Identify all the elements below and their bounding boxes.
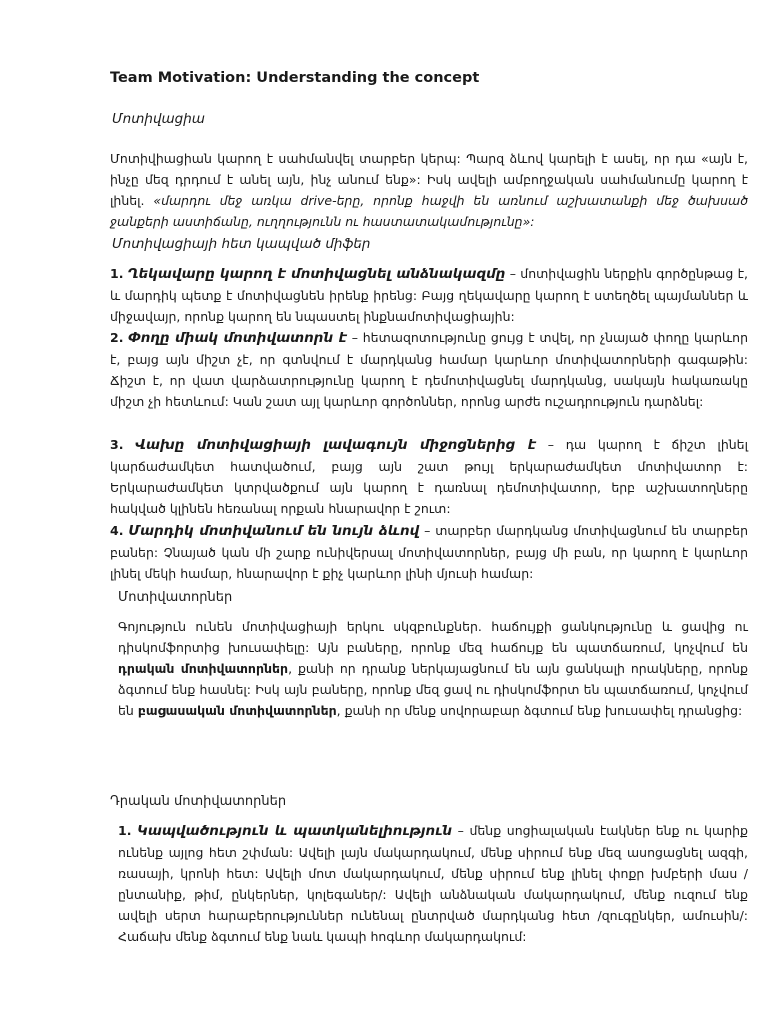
myth-title: Փողը միակ մոտիվատորն է [128, 330, 348, 346]
myth-item-3 [110, 434, 748, 519]
myth-item-1 [110, 263, 748, 327]
intro-paragraph [110, 148, 748, 232]
myth-text: – մոտիվացին ներքին գործընթաց է, և մարդիկ պետք է մոտիվացնեն իրենք իրենց: Բայց ղեկավարը կարող է ստեղծել պայմաններ և միջավայր, որոնք կարող են նպաստել ինքնամոտիվացիային: [110, 266, 748, 324]
positive-number: 1. [118, 823, 132, 838]
positive-text: – մենք սոցիալական էակներ ենք ու կարիք ունենք այլոց հետ շփման: Ավելի լայն մակարդակում, մենք սիրում ենք մեզ ասոցացնել ազգի, ռասայի, կրոնի հետ: Ավելի մոտ մակարդակում, մենք սիրում ենք լինել փոքր խմբերի մաս /ընտանիք, թիմ, ընկերներ, կոլեգաներ/: Ավելի անձնական մակարդակում, մենք ուզում ենք ավելի սերտ հարաբերություններ ունենալ ընտրված մարդկանց հետ /զուգընկեր, ամուսին/: Հաճախ մենք ձգտում ենք նաև կապի հոգևոր մակարդակում: [118, 823, 748, 944]
document-title: Team Motivation: Understanding the concept [110, 70, 480, 86]
motivators-paragraph [118, 616, 748, 721]
heading-myths: Մոտիվացիայի հետ կապված միֆեր [112, 236, 371, 252]
heading-positive-motivators: Դրական մոտիվատորներ [110, 794, 287, 809]
myth-text: – հետազոտությունը ցույց է տվել, որ չնայած փողը կարևոր է, բայց այն միշտ չէ, որ գտնվում է մարդկանց համար կարևոր մոտիվատորների գագաթին: Ճիշտ է, որ վատ վարձատրությունը կարող է դեմոտիվացնել մարդկանց, սակայն հակառակը միշտ չի հետևում: Կան շատ այլ կարևոր գործոններ, որոնց արժե ուշադրություն դարձնել: [110, 330, 748, 409]
myth-number: 1. [110, 266, 124, 281]
myth-item-4 [110, 520, 748, 584]
myth-item-2 [110, 327, 748, 412]
myth-title: Ղեկավարը կարող է մոտիվացնել անձնակազմը [127, 266, 506, 282]
positive-motivators-term: դրական մոտիվատորներ [118, 661, 289, 676]
myth-text: – տարբեր մարդկանց մոտիվացնում են տարբեր բաներ: Չնայած կան մի շարք ունիվերսալ մոտիվատորներ, բայց մի բան, որ կարող է կարևոր լինել մեկի համար, հնարավոր է քիչ կարևոր լինի մյուսի համար: [110, 523, 748, 581]
myth-number: 3. [110, 437, 124, 452]
negative-motivators-term: բացասական մոտիվատորներ [137, 703, 337, 718]
motivators-text: , քանի որ մենք սովորաբար ձգտում ենք խուսափել դրանցից: [336, 703, 743, 718]
heading-motivators: Մոտիվատորներ [118, 590, 233, 605]
intro-quote: «մարդու մեջ առկա drive-երը, որոնք հաջվի են առնում աշխատանքի մեջ ծախսած ջանքերի աստիճանը, ուղղությունն ու հաստատակամությունը»: [110, 193, 748, 229]
myth-title: Մարդիկ մոտիվանում են նույն ձևով [128, 523, 420, 539]
motivators-text: , քանի որ դրանք ներկայացնում են այն ցանկալի որակները, որոնք ձգտում ենք հասնել: Իսկ այն բաները, որոնք մեզ ցավ ու դիսկոմֆորտ են պատճառում, կոչվում են [118, 661, 748, 718]
positive-item-1 [118, 820, 748, 947]
motivators-text: Գոյություն ունեն մոտիվացիայի երկու սկզբունքներ. հաճույքի ցանկությունը և ցավից ու դիսկոմֆորտից խուսափելը: Այն բաները, որոնք մեզ հաճույք են պատճառում, կոչվում են [118, 619, 748, 655]
myth-number: 4. [110, 523, 124, 538]
myth-text: – դա կարող է ճիշտ լինել կարճաժամկետ հատվածում, բայց այն շատ թույլ երկարաժամկետ մոտիվատոր է: Երկարաժամկետ կտրվածքում այն կարող է դառնալ դեմոտիվատոր, երբ աշխատողները հակված կլինեն հեռանալ որքան հնարավոր է շուտ: [110, 437, 748, 516]
positive-title: Կապվածություն և պատկանելիություն [137, 823, 452, 839]
myth-number: 2. [110, 330, 124, 345]
intro-text: Մոտիվիացիան կարող է սահմանվել տարբեր կերպ: Պարզ ձևով կարելի է ասել, որ դա «այն է, ինչը մեզ դրդում է անել այն, ինչ անում ենք»: Իսկ ավելի ամբողջական սահմանումը կարող է լինել. [110, 151, 748, 208]
myth-title: Վախը մոտիվացիայի լավագույն միջոցներից է [135, 437, 537, 453]
heading-motivation: Մոտիվացիա [112, 111, 205, 127]
